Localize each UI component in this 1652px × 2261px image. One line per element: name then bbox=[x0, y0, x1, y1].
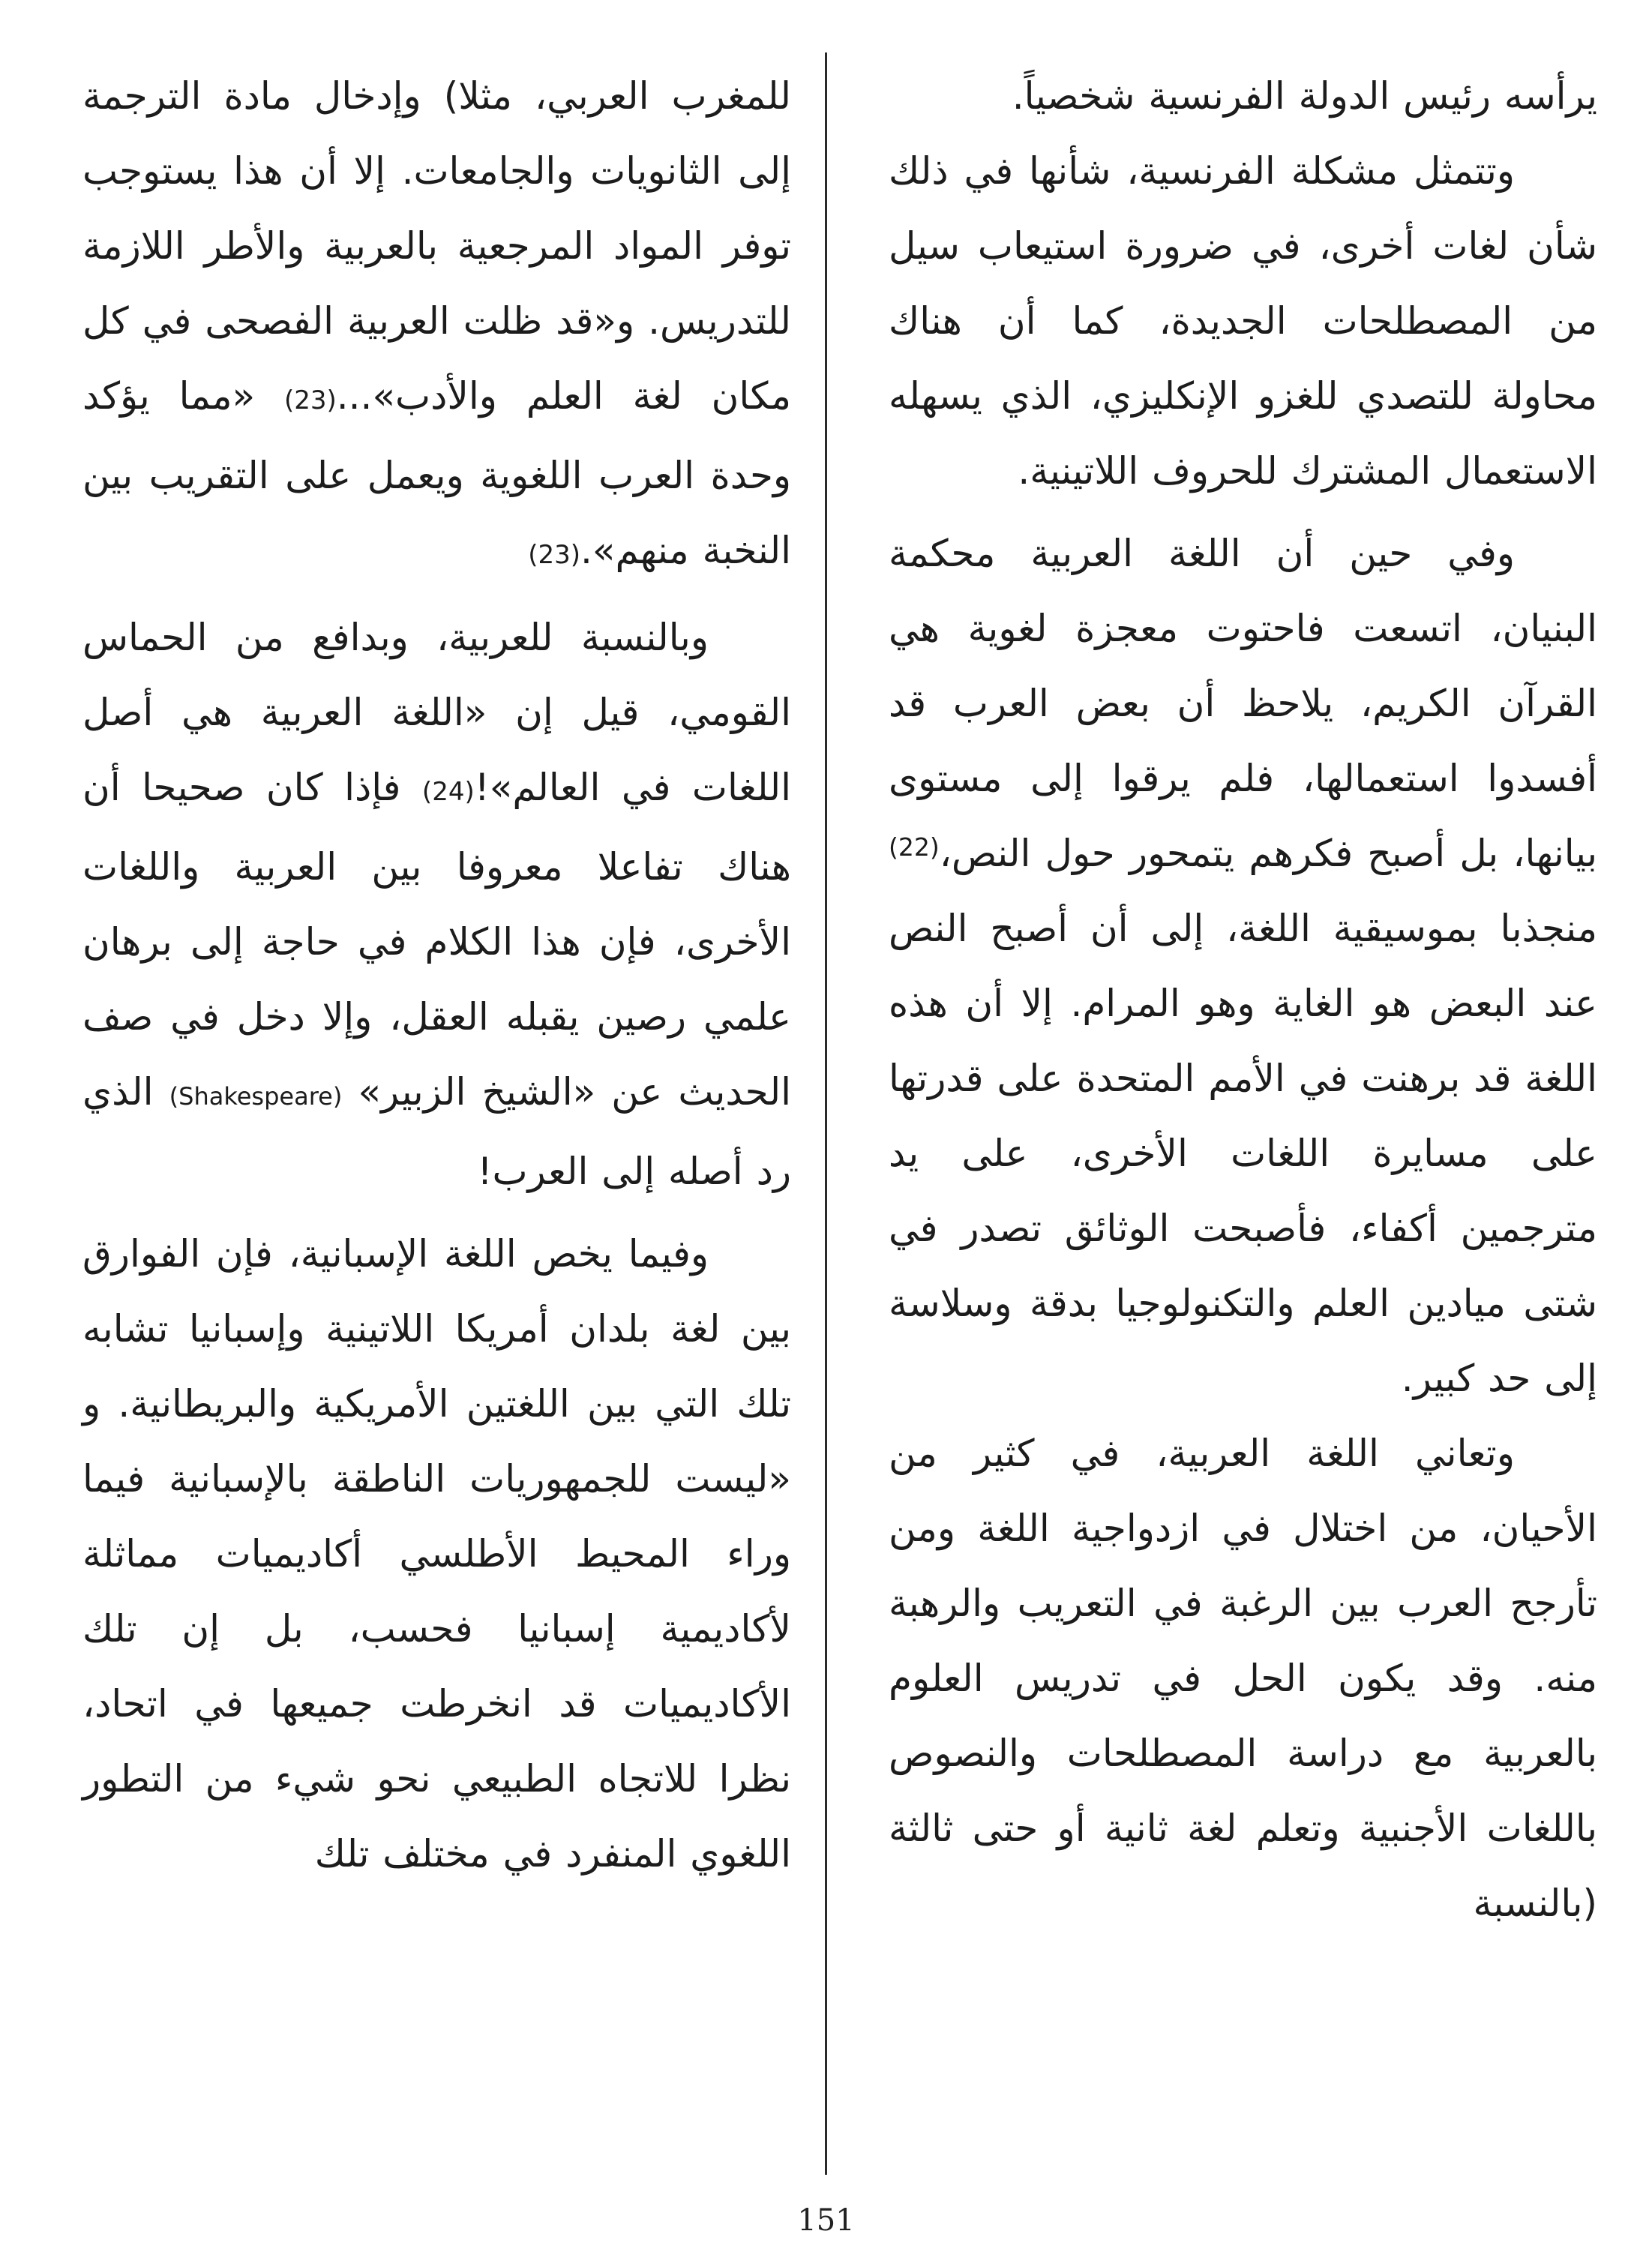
left-text-column bbox=[82, 58, 791, 1891]
page-number: 151 bbox=[797, 2203, 855, 2238]
paragraph-text: للمغرب العربي، مثلا) وإدخال مادة الترجمة إلى الثانويات والجامعات. إلا أن هذا يستوجب توفر المواد المرجعية بالعربية والأطر اللازمة للتدريس. و«قد ظلت العربية الفصحى في كل مكان لغة العلم والأدب»... bbox=[82, 74, 791, 418]
paragraph-arabic-language bbox=[889, 516, 1597, 1416]
paragraph-text: «مما يؤكد وحدة العرب اللغوية ويعمل على التقريب بين النخبة منهم». bbox=[82, 374, 791, 572]
paragraph-maghreb bbox=[82, 58, 791, 592]
footnote-reference-23-repeat: (23) bbox=[528, 540, 581, 570]
footnote-reference-23: (23) bbox=[283, 385, 337, 415]
footnote-reference-22: (22) bbox=[889, 832, 940, 862]
paragraph-nationalism bbox=[82, 600, 791, 1209]
latin-name-shakespeare: (Shakespeare) bbox=[169, 1082, 343, 1111]
paragraph-text: فإذا كان صحيحا أن هناك تفاعلا معروفا بين العربية واللغات الأخرى، فإن هذا الكلام في حاجة إلى برهان علمي رصين يقبله العقل، وإلا دخل في صف الحديث عن «الشيخ الزبير» bbox=[82, 766, 792, 1114]
column-divider bbox=[825, 52, 827, 2175]
paragraph-diglossia: وتعاني اللغة العربية، في كثير من الأحيان، من اختلال في ازدواجية اللغة ومن تأرجح العرب بين الرغبة في التعريب والرهبة منه. وقد يكون الحل في تدريس العلوم بالعربية مع دراسة المصطلحات والنصوص باللغات الأجنبية وتعلم لغة ثانية أو حتى ثالثة (بالنسبة bbox=[889, 1432, 1597, 1925]
paragraph-continuation: يرأسه رئيس الدولة الفرنسية شخصياً. bbox=[1012, 74, 1597, 118]
paragraph-text: وفي حين أن اللغة العربية محكمة البنيان، اتسعت فاحتوت معجزة لغوية هي القرآن الكريم، يلاحظ أن بعض العرب قد أفسدوا استعمالها، فلم يرقوا إلى مستوى بيانها، بل أصبح فكرهم يتمحور حول النص، bbox=[889, 532, 1597, 875]
paragraph-text: منجذبا بموسيقية اللغة، إلى أن أصبح النص عند البعض هو الغاية وهو المرام. إلا أن هذه اللغة قد برهنت في الأمم المتحدة على قدرتها على مسايرة اللغات الأخرى، على يد مترجمين أكفاء، فأصبحت الوثائق تصدر في شتى ميادين العلم والتكنولوجيا بدقة وسلاسة إلى حد كبير. bbox=[889, 907, 1597, 1400]
paragraph-text: وبالنسبة للعربية، وبدافع من الحماس القومي، قيل إن «اللغة العربية هي أصل اللغات في العالم»! bbox=[82, 616, 791, 809]
footnote-reference-24: (24) bbox=[421, 777, 475, 807]
paragraph-french-problem: وتتمثل مشكلة الفرنسية، شأنها في ذلك شأن لغات أخرى، في ضرورة استيعاب سيل من المصطلحات الجديدة، كما أن هناك محاولة للتصدي للغزو الإنكليزي، الذي يسهله الاستعمال المشترك للحروف اللاتينية. bbox=[889, 149, 1597, 493]
paragraph-spanish-language: وفيما يخص اللغة الإسبانية، فإن الفوارق بين لغة بلدان أمريكا اللاتينية وإسبانيا تشابه تلك التي بين اللغتين الأمريكية والبريطانية. و «ليست للجمهوريات الناطقة بالإسبانية فيما وراء المحيط الأطلسي أكاديميات مماثلة لأكاديمية إسبانيا فحسب، بل إن تلك الأكاديميات قد انخرطت جميعها في اتحاد، نظرا للاتجاه الطبيعي نحو شيء من التطور اللغوي المنفرد في مختلف تلك bbox=[82, 1232, 791, 1876]
paragraph-text: الذي رد أصله إلى العرب! bbox=[82, 1070, 791, 1193]
right-text-column bbox=[889, 58, 1597, 1941]
